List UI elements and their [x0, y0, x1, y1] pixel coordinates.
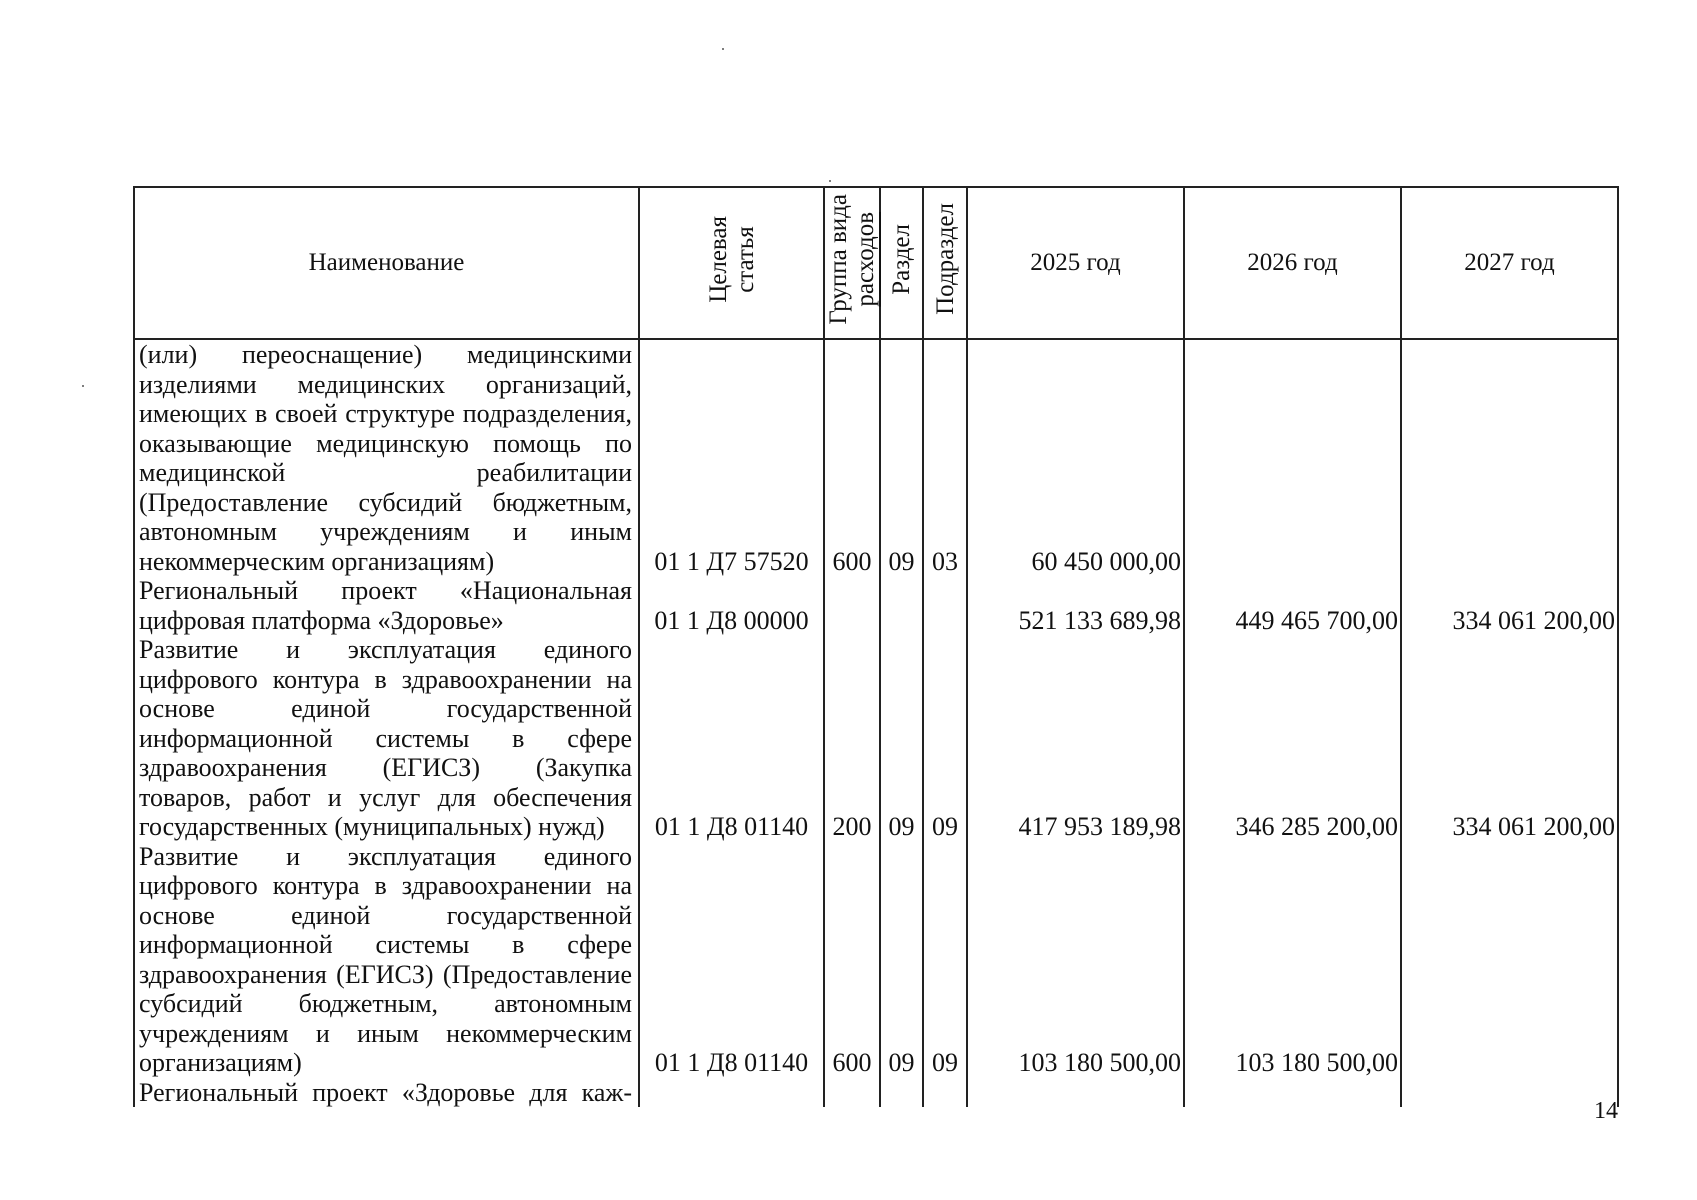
table-row	[134, 576, 1618, 635]
header-year-2025: 2025 год	[967, 187, 1184, 339]
header-expense-group: Группа вида расходов	[824, 187, 880, 339]
row-expense-group	[824, 1078, 880, 1108]
row-podrazdel: 03	[923, 339, 967, 576]
row-target-article: 01 1 Д8 01140	[639, 842, 824, 1078]
table-header-row	[134, 187, 1618, 339]
row-podrazdel: 09	[923, 635, 967, 842]
row-target-article: 01 1 Д7 57520	[639, 339, 824, 576]
row-name: (или) переоснащение) медицинскими изделиями медицинских организаций, имеющих в своей структуре подразделения, оказывающие медицинскую помощь по медицинской реабилитации (Предоставление субсидий бюджетным, автономным учреждениям и иным некоммерческим организациям)	[134, 339, 639, 576]
row-razdel: 09	[880, 842, 923, 1078]
header-year-2027: 2027 год	[1401, 187, 1618, 339]
row-expense-group: 200	[824, 635, 880, 842]
row-amount-2025: 103 180 500,00	[967, 842, 1184, 1078]
header-razdel: Раздел	[880, 187, 923, 339]
row-amount-2026	[1184, 339, 1401, 576]
scan-speck	[82, 385, 84, 387]
table-row	[134, 339, 1618, 576]
row-target-article: 01 1 Д8 01140	[639, 635, 824, 842]
header-podrazdel: Подраздел	[923, 187, 967, 339]
scan-speck	[829, 180, 831, 182]
row-razdel: 09	[880, 339, 923, 576]
scan-speck	[722, 48, 724, 50]
row-target-article	[639, 1078, 824, 1108]
row-razdel	[880, 576, 923, 635]
row-name: Развитие и эксплуатация единого цифрового контура в здравоохранении на основе единой государственной информационной системы в сфере здравоохранения (ЕГИСЗ) (Предоставление субсидий бюджетным, автономным учреждениям и иным некоммерческим организациям)	[134, 842, 639, 1078]
row-expense-group: 600	[824, 842, 880, 1078]
row-amount-2027	[1401, 339, 1618, 576]
header-target-article: Целевая статья	[639, 187, 824, 339]
row-razdel: 09	[880, 635, 923, 842]
row-amount-2027: 334 061 200,00	[1401, 635, 1618, 842]
row-amount-2025: 521 133 689,98	[967, 576, 1184, 635]
row-podrazdel	[923, 1078, 967, 1108]
header-name: Наименование	[134, 187, 639, 339]
table-row	[134, 635, 1618, 842]
row-amount-2026	[1184, 1078, 1401, 1108]
row-amount-2025: 417 953 189,98	[967, 635, 1184, 842]
row-razdel	[880, 1078, 923, 1108]
row-amount-2026: 103 180 500,00	[1184, 842, 1401, 1078]
row-expense-group: 600	[824, 339, 880, 576]
row-expense-group	[824, 576, 880, 635]
table-row	[134, 842, 1618, 1078]
row-amount-2025: 60 450 000,00	[967, 339, 1184, 576]
row-name: Региональный проект «Здоровье для каж-	[134, 1078, 639, 1108]
budget-table	[133, 186, 1619, 1107]
row-podrazdel: 09	[923, 842, 967, 1078]
row-amount-2027	[1401, 842, 1618, 1078]
header-year-2026: 2026 год	[1184, 187, 1401, 339]
row-amount-2027: 334 061 200,00	[1401, 576, 1618, 635]
row-target-article: 01 1 Д8 00000	[639, 576, 824, 635]
page-number: 14	[1594, 1098, 1618, 1124]
row-podrazdel	[923, 576, 967, 635]
row-name: Региональный проект «Национальная цифровая платформа «Здоровье»	[134, 576, 639, 635]
row-amount-2025	[967, 1078, 1184, 1108]
row-name: Развитие и эксплуатация единого цифрового контура в здравоохранении на основе единой государственной информационной системы в сфере здравоохранения (ЕГИСЗ) (Закупка товаров, работ и услуг для обеспечения государственных (муниципальных) нужд)	[134, 635, 639, 842]
row-amount-2026: 449 465 700,00	[1184, 576, 1401, 635]
row-amount-2026: 346 285 200,00	[1184, 635, 1401, 842]
table-row	[134, 1078, 1618, 1108]
